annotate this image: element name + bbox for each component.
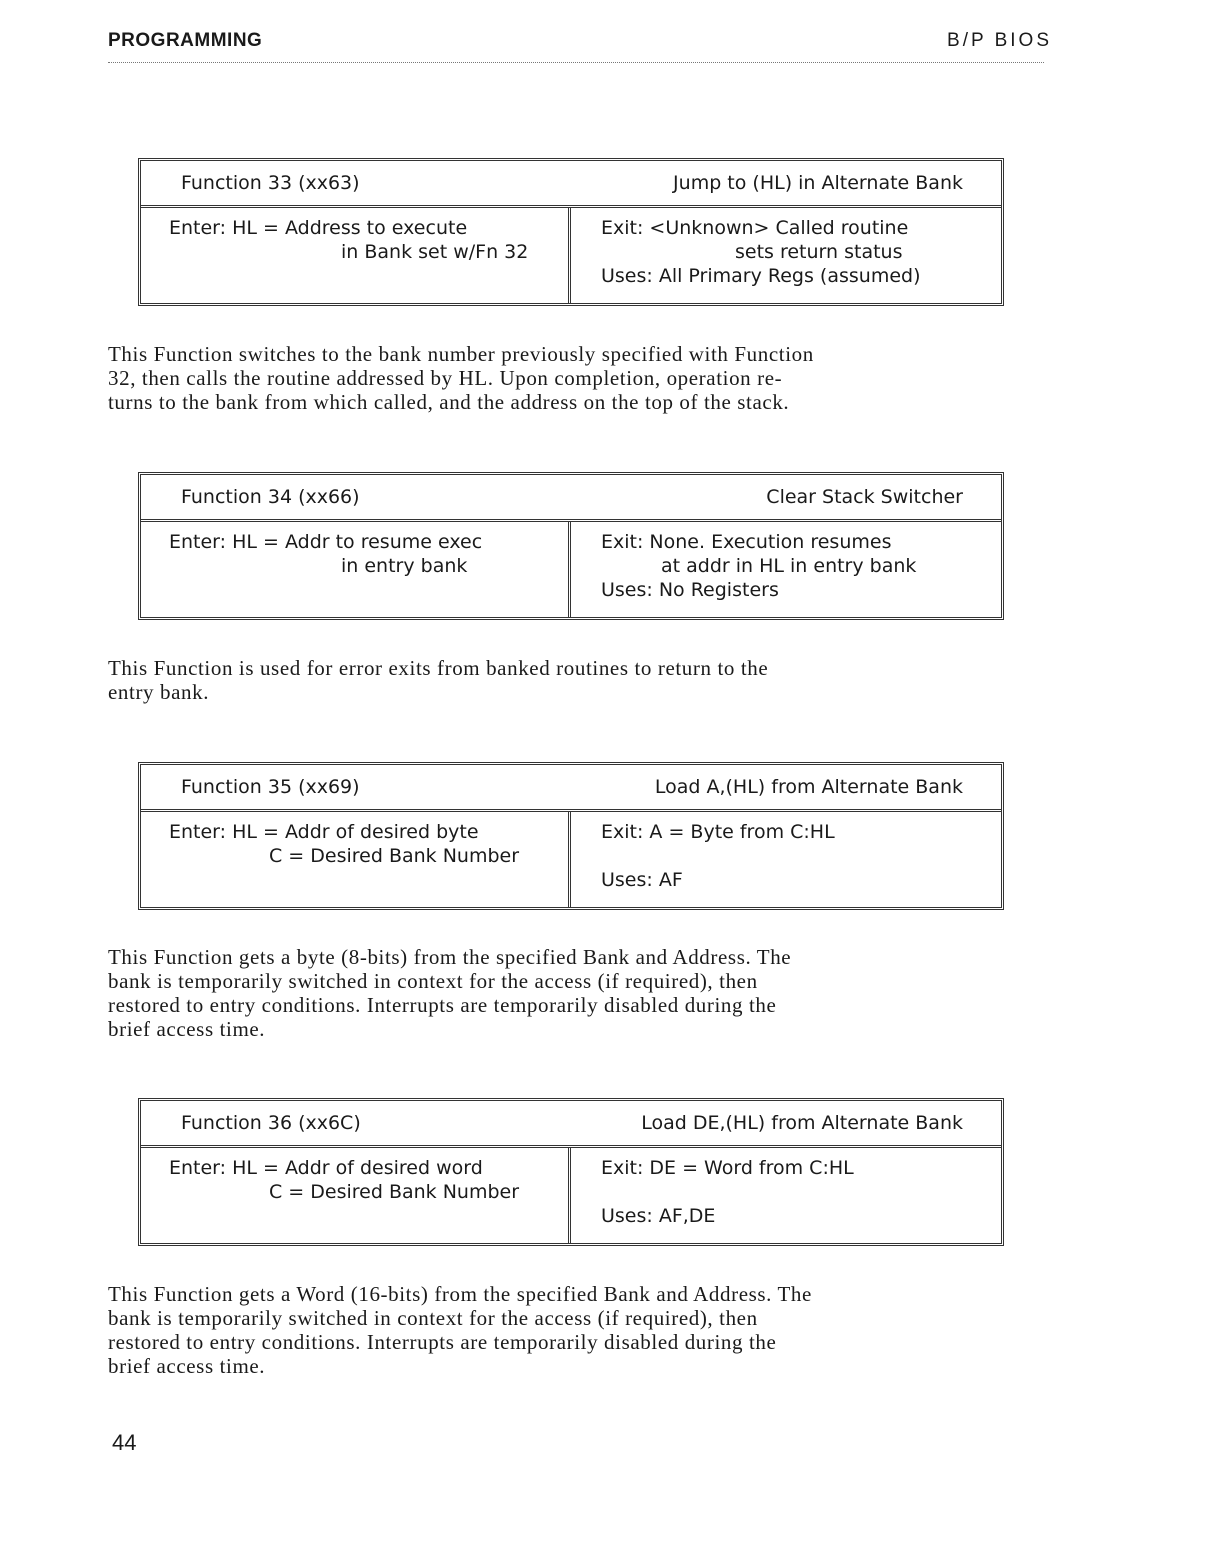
exit-line: Exit: A = Byte from C:HL (601, 821, 835, 843)
enter-line (169, 264, 568, 288)
enter-line (169, 868, 568, 892)
function-body-row (141, 812, 1001, 907)
enter-line: Enter: HL = Addr to resume exec (169, 531, 483, 553)
enter-line: Enter: HL = Addr of desired word (169, 1157, 483, 1179)
enter-line (169, 1204, 568, 1228)
function-body-row (141, 522, 1001, 617)
function-number: Function 34 (xx66) (181, 486, 360, 508)
header-rule (108, 62, 1044, 63)
description-line: 32, then calls the routine addressed by HL. Upon completion, operation re- (108, 366, 783, 390)
function-number: Function 35 (xx69) (181, 776, 360, 798)
function-number: Function 33 (xx63) (181, 172, 360, 194)
description-line: This Function switches to the bank number previously specified with Function (108, 342, 814, 366)
function-name: Load DE,(HL) from Alternate Bank (641, 1112, 963, 1134)
exit-line: Uses: AF,DE (601, 1205, 716, 1227)
function-title-row (141, 765, 1001, 812)
function-body-row (141, 1148, 1001, 1243)
enter-line: in Bank set w/Fn 32 (341, 241, 529, 263)
function-box-35 (138, 762, 1004, 910)
exit-line: Uses: AF (601, 869, 683, 891)
function-33-description (108, 342, 1058, 414)
function-34-description (108, 656, 1058, 704)
exit-line: Exit: DE = Word from C:HL (601, 1157, 854, 1179)
exit-column (571, 1148, 1001, 1243)
function-name: Load A,(HL) from Alternate Bank (654, 776, 963, 798)
function-box-36 (138, 1098, 1004, 1246)
exit-line: Uses: All Primary Regs (assumed) (601, 265, 921, 287)
page-header (108, 30, 1052, 58)
description-line: bank is temporarily switched in context for the access (if required), then (108, 1306, 758, 1330)
enter-column (141, 522, 571, 617)
exit-line: sets return status (735, 241, 903, 263)
enter-line: in entry bank (341, 555, 468, 577)
description-line: This Function is used for error exits from banked routines to return to the (108, 656, 769, 680)
enter-column (141, 1148, 571, 1243)
description-line: restored to entry conditions. Interrupts are temporarily disabled during the (108, 1330, 777, 1354)
description-line: brief access time. (108, 1354, 266, 1378)
description-line: turns to the bank from which called, and the address on the top of the stack. (108, 390, 790, 414)
description-line: restored to entry conditions. Interrupts are temporarily disabled during the (108, 993, 777, 1017)
header-section-title: PROGRAMMING (108, 30, 263, 51)
function-35-description (108, 945, 1058, 1041)
function-box-33 (138, 158, 1004, 306)
exit-line: Exit: <Unknown> Called routine (601, 217, 909, 239)
exit-line: Uses: No Registers (601, 579, 779, 601)
exit-line: at addr in HL in entry bank (661, 555, 917, 577)
page-number: 44 (112, 1430, 137, 1455)
function-title-row (141, 1101, 1001, 1148)
enter-line: Enter: HL = Addr of desired byte (169, 821, 479, 843)
description-line: entry bank. (108, 680, 210, 704)
function-body-row (141, 208, 1001, 303)
description-line: brief access time. (108, 1017, 266, 1041)
enter-line: C = Desired Bank Number (269, 1181, 520, 1203)
function-name: Jump to (HL) in Alternate Bank (673, 172, 963, 194)
description-line: bank is temporarily switched in context for the access (if required), then (108, 969, 758, 993)
exit-column (571, 812, 1001, 907)
exit-line (601, 1180, 1001, 1204)
function-36-description (108, 1282, 1058, 1378)
exit-line (601, 844, 1001, 868)
description-line: This Function gets a byte (8-bits) from the specified Bank and Address. The (108, 945, 792, 969)
enter-line: Enter: HL = Address to execute (169, 217, 468, 239)
description-line: This Function gets a Word (16-bits) from the specified Bank and Address. The (108, 1282, 812, 1306)
exit-line: Exit: None. Execution resumes (601, 531, 892, 553)
enter-line: C = Desired Bank Number (269, 845, 520, 867)
enter-column (141, 812, 571, 907)
function-title-row (141, 161, 1001, 208)
function-title-row (141, 475, 1001, 522)
enter-column (141, 208, 571, 303)
function-name: Clear Stack Switcher (766, 486, 963, 508)
enter-line (169, 578, 568, 602)
function-box-34 (138, 472, 1004, 620)
function-number: Function 36 (xx6C) (181, 1112, 361, 1134)
header-document-title: B/P BIOS (947, 30, 1052, 51)
exit-column (571, 208, 1001, 303)
exit-column (571, 522, 1001, 617)
